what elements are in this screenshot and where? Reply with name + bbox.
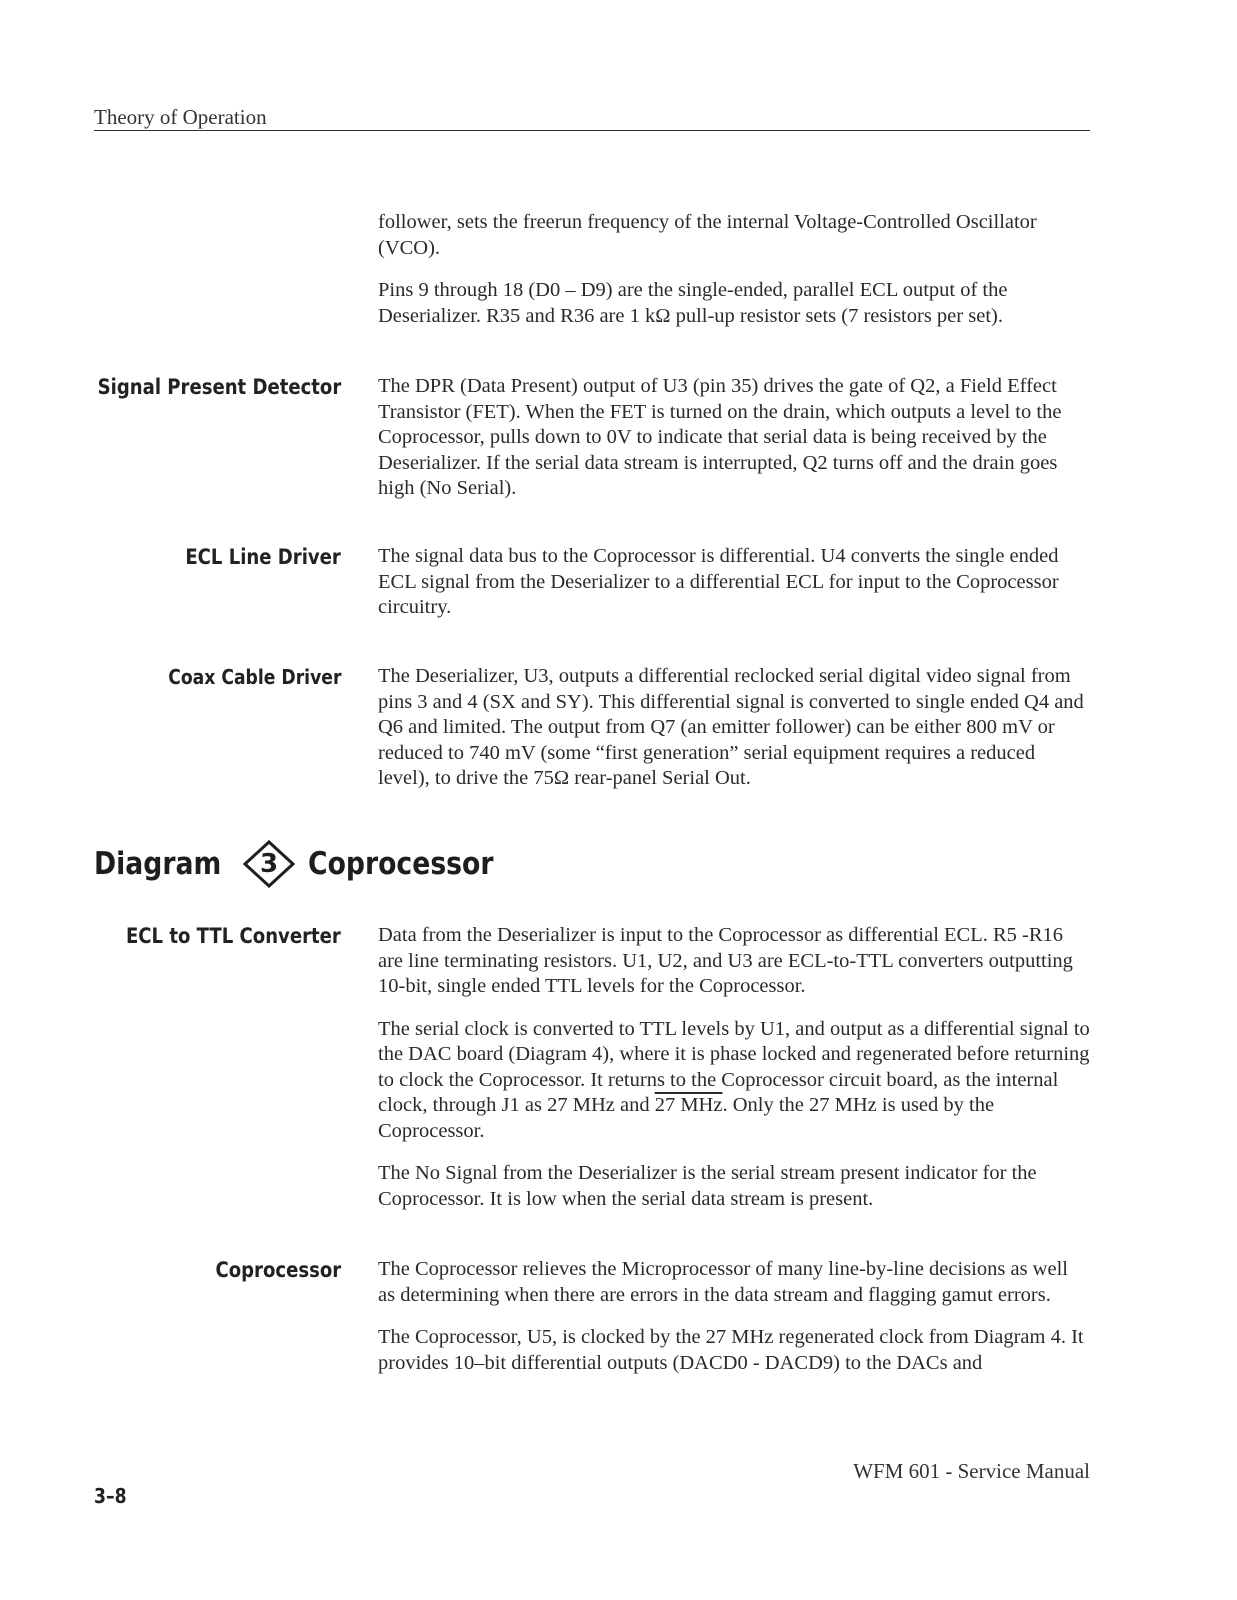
clock-text-before: The serial clock is converted to TTL levels by U1, and output as a differential signal to the DAC board (Diagram 4), where it is phase locked and regenerated before returning to clock the Coprocessor. It returns to the Coprocessor circuit board, as the internal clock, through J1 as 27 MHz and bbox=[378, 1017, 1090, 1116]
diagram-title: Coprocessor bbox=[307, 846, 494, 882]
section-label: Coprocessor bbox=[215, 1258, 341, 1282]
diagram-prefix: Diagram bbox=[94, 846, 222, 882]
paragraph: Data from the Deserializer is input to the Coprocessor as differential ECL. R5 -R16 are line terminating resistors. U1, U2, and U3 are ECL-to-TTL converters outputting 10-bit, single ended TTL levels for the Coprocessor. bbox=[378, 924, 1073, 997]
diagram-heading bbox=[94, 840, 524, 888]
section-body bbox=[378, 1257, 1090, 1393]
section-body bbox=[378, 544, 1090, 638]
intro-body bbox=[378, 210, 1090, 346]
clock-text-after: . Only the 27 MHz is used by the Coprocessor. bbox=[378, 1094, 995, 1142]
section-body bbox=[378, 923, 1090, 1229]
diagram-number: 3 bbox=[259, 849, 279, 879]
page-number: 3–8 bbox=[94, 1484, 127, 1508]
paragraph: The Coprocessor relieves the Microprocessor of many line-by-line decisions as well as determining when there are errors in the data stream and flagging gamut errors. bbox=[378, 1258, 1068, 1306]
clock-paragraph bbox=[378, 1017, 1090, 1145]
section-label: ECL Line Driver bbox=[185, 545, 341, 569]
running-header: Theory of Operation bbox=[94, 105, 267, 129]
paragraph: The signal data bus to the Coprocessor is differential. U4 converts the single ended ECL signal from the Deserializer to a differential ECL for input to the Coprocessor circuitry. bbox=[378, 545, 1059, 618]
paragraph: The Deserializer, U3, outputs a differential reclocked serial digital video signal from pins 3 and 4 (SX and SY). This differential signal is converted to single ended Q4 and Q6 and limited. The output from Q7 (an emitter follower) can be either 800 mV or reduced to 740 mV (some “first generation” serial equipment requires a reduced level), to drive the 75Ω rear-panel Serial Out. bbox=[378, 665, 1084, 789]
header-rule bbox=[94, 130, 1090, 131]
paragraph: The DPR (Data Present) output of U3 (pin 35) drives the gate of Q2, a Field Effect Transistor (FET). When the FET is turned on the drain, which outputs a level to the Coprocessor, pulls down to 0V to indicate that serial data is being received by the Deserializer. If the serial data stream is interrupted, Q2 turns off and the drain goes high (No Serial). bbox=[378, 375, 1062, 499]
footer-manual-title: WFM 601 - Service Manual bbox=[853, 1459, 1090, 1483]
clock-inverted-signal: 27 MHz bbox=[654, 1094, 723, 1116]
section-body bbox=[378, 374, 1090, 519]
section-body bbox=[378, 664, 1090, 809]
section-label: Signal Present Detector bbox=[97, 375, 341, 399]
paragraph: follower, sets the freerun frequency of the internal Voltage-Controlled Oscillator (VCO). bbox=[378, 211, 1037, 259]
paragraph: Pins 9 through 18 (D0 – D9) are the single-ended, parallel ECL output of the Deserializer. R35 and R36 are 1 kΩ pull-up resistor sets (7 resistors per set). bbox=[378, 279, 1008, 327]
section-label: Coax Cable Driver bbox=[167, 665, 341, 689]
diagram-number-diamond-icon bbox=[236, 840, 302, 888]
paragraph: The Coprocessor, U5, is clocked by the 27 MHz regenerated clock from Diagram 4. It provides 10–bit differential outputs (DACD0 - DACD9) to the DACs and bbox=[378, 1326, 1084, 1374]
paragraph: The No Signal from the Deserializer is the serial stream present indicator for the Coprocessor. It is low when the serial data stream is present. bbox=[378, 1162, 1037, 1210]
section-label: ECL to TTL Converter bbox=[126, 924, 341, 948]
